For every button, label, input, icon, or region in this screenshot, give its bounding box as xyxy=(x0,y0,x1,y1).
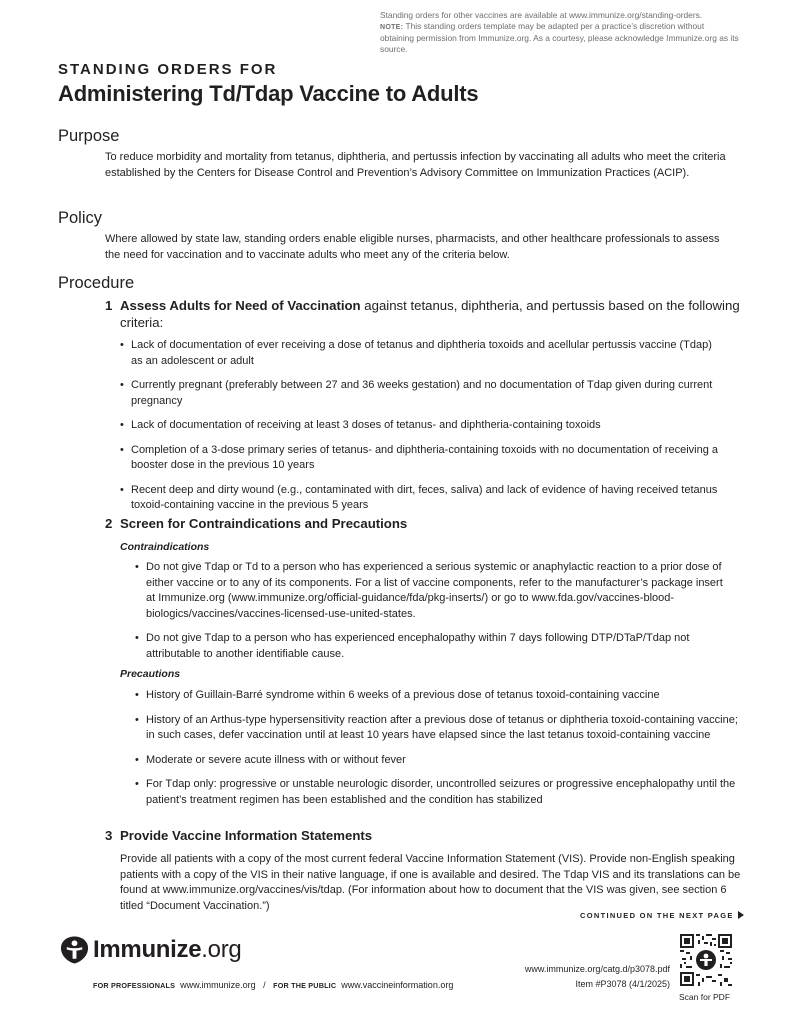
contraindications-label: Contraindications xyxy=(120,541,210,553)
step-number: 3 xyxy=(105,828,113,843)
pdf-url-link[interactable]: www.immunize.org/catg.d/p3078.pdf xyxy=(524,964,670,974)
step1-criteria-list xyxy=(120,338,720,523)
purpose-heading: Purpose xyxy=(58,127,120,145)
step3-text: Provide all patients with a copy of the most current federal Vaccine Information Statement (VIS). Provide non-English speaking patients with a copy of the VIS in their native language, if one is available and desired. The Tdap VIS and its translations can be found at www.immunize.org/vaccines/vis/tdap. (For information about how to document that the VIS was given, see section 6 titled “Document Vaccination.”) xyxy=(120,853,741,912)
step-title: Provide Vaccine Information Statements xyxy=(120,828,373,843)
play-arrow-icon xyxy=(738,911,744,919)
policy-heading: Policy xyxy=(58,209,103,227)
qr-caption: Scan for PDF xyxy=(679,992,731,1002)
step-2 xyxy=(105,515,745,532)
note-label: NOTE: xyxy=(380,23,404,31)
list-item: • Currently pregnant (preferably between 27 and 36 weeks gestation) and no documentation of Tdap given during current pregnancy xyxy=(120,378,720,409)
separator: / xyxy=(263,980,266,990)
step-1 xyxy=(105,297,745,331)
policy-text: Where allowed by state law, standing orders enable eligible nurses, pharmacists, and other healthcare professionals to assess the need for vaccination and to vaccinate adults who meet any of the criteria below. xyxy=(105,233,720,261)
list-item: • Do not give Tdap or Td to a person who has experienced a serious systemic or anaphylactic reaction to a prior dose of either vaccine or to any of its components. For a list of vaccine components, refer to the manufacturer’s package insert at Immunize.org (www.immunize.org/official-guidance/fda/pkg-inserts/) or go to www.fda.gov/vaccines-blood-biologics/vaccines/vaccines-licensed-use-united-states. xyxy=(135,560,730,622)
page-kicker: STANDING ORDERS FOR xyxy=(58,61,278,78)
precautions-list xyxy=(135,688,745,817)
logo-suffix: .org xyxy=(201,936,242,963)
list-item: • Lack of documentation of receiving at least 3 doses of tetanus- and diphtheria-containing toxoids xyxy=(120,418,720,434)
list-item: • Moderate or severe acute illness with or without fever xyxy=(135,753,745,769)
list-item: • Do not give Tdap to a person who has experienced encephalopathy within 7 days following DTP/DTaP/Tdap not attributable to another identifiable cause. xyxy=(135,631,730,662)
immunize-logo xyxy=(60,935,241,965)
list-item: • Recent deep and dirty wound (e.g., contaminated with dirt, feces, saliva) and lack of evidence of having received tetanus toxoid-containing vaccine in the previous 5 years xyxy=(120,483,720,514)
pro-label: FOR PROFESSIONALS xyxy=(93,981,176,990)
public-label: FOR THE PUBLIC xyxy=(273,981,337,990)
top-note-line1: Standing orders for other vaccines are available at www.immunize.org/standing-orders. xyxy=(380,10,703,20)
list-item: • For Tdap only: progressive or unstable neurologic disorder, uncontrolled seizures or progressive encephalopathy until the patient’s treatment regimen has been established and the condition has stabilized xyxy=(135,777,745,808)
continued-next-page xyxy=(580,911,744,920)
list-item: • Completion of a 3-dose primary series of tetanus- and diphtheria-containing toxoids with no documentation of receiving a booster dose in the previous 10 years xyxy=(120,443,720,474)
step-number: 2 xyxy=(105,516,113,531)
step-number: 1 xyxy=(105,298,113,313)
procedure-heading: Procedure xyxy=(58,274,135,292)
list-item: • Lack of documentation of ever receiving a dose of tetanus and diphtheria toxoids and acellular pertussis vaccine (Tdap) as an adolescent or adult xyxy=(120,338,720,369)
step-title: Screen for Contraindications and Precautions xyxy=(120,516,408,531)
contraindications-list xyxy=(135,560,730,671)
immunize-person-shield-icon xyxy=(60,935,89,965)
public-url-link[interactable]: www.vaccineinformation.org xyxy=(341,980,454,990)
step-3 xyxy=(105,827,745,844)
logo-main: Immunize xyxy=(93,936,202,963)
page-title: Administering Td/Tdap Vaccine to Adults xyxy=(58,81,479,106)
list-item: • History of an Arthus-type hypersensitivity reaction after a previous dose of tetanus or diphtheria toxoid-containing vaccine; in such cases, defer vaccination until at least 10 years have elapsed since the last tetanus toxoid-containing vaccine xyxy=(135,713,745,744)
note-text: This standing orders template may be adapted per a practice’s discretion without obtaining permission from Immunize.org. As a courtesy, please acknowledge Immunize.org as its source. xyxy=(380,20,739,54)
top-note xyxy=(380,10,740,54)
purpose-text: To reduce morbidity and mortality from tetanus, diphtheria, and pertussis infection by vaccinating all adults who meet the criteria established by the Centers for Disease Control and Prevention’s Advisory Committee on Immunization Practices (ACIP). xyxy=(105,151,726,179)
step-title: Assess Adults for Need of Vaccination xyxy=(120,298,361,313)
item-number: Item #P3078 (4/1/2025) xyxy=(575,979,670,989)
footer-right xyxy=(525,962,670,992)
continued-label: CONTINUED ON THE NEXT PAGE xyxy=(580,911,734,920)
pro-url-link[interactable]: www.immunize.org xyxy=(180,980,256,990)
footer-links xyxy=(93,980,453,990)
logo-wordmark xyxy=(93,936,241,964)
precautions-label: Precautions xyxy=(120,668,181,680)
step-text: against tetanus, diphtheria, and pertussis based on the following criteria: xyxy=(120,298,740,330)
list-item: • History of Guillain-Barré syndrome within 6 weeks of a previous dose of tetanus toxoid-containing vaccine xyxy=(135,688,745,704)
qr-code-icon[interactable] xyxy=(680,934,732,986)
